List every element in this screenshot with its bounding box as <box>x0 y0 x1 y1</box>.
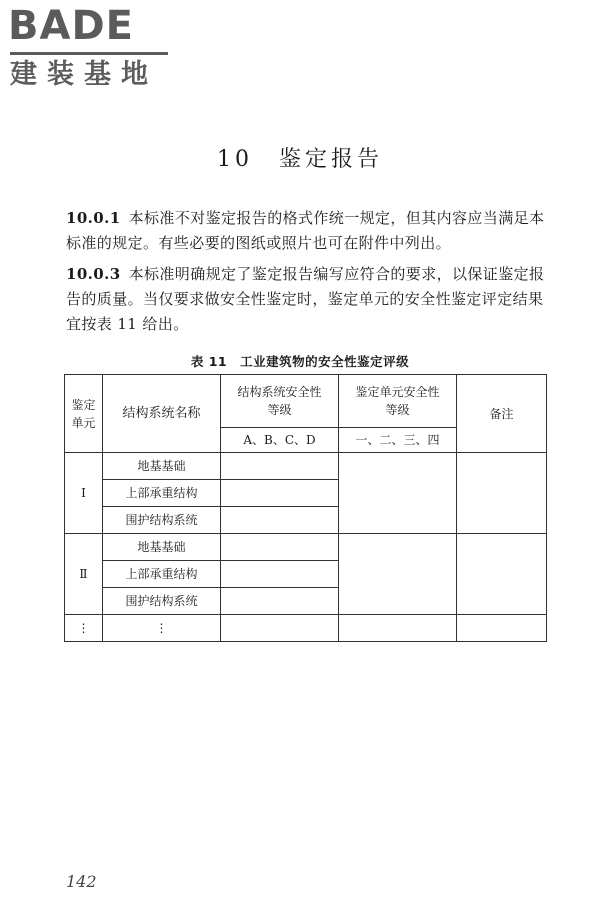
system-grade-cell <box>221 561 339 588</box>
ellipsis-cell: ⋮ <box>65 615 103 642</box>
system-grade-cell <box>221 588 339 615</box>
table-caption: 表 11 工业建筑物的安全性鉴定评级 <box>190 354 410 369</box>
safety-rating-table <box>64 374 547 642</box>
clause-10-0-3 <box>66 262 552 337</box>
header-system-grade: 结构系统安全性等级 <box>221 375 339 428</box>
unit-grade-cell <box>339 453 457 534</box>
logo-divider <box>10 52 168 55</box>
ellipsis-cell: ⋮ <box>103 615 221 642</box>
remarks-cell <box>457 453 547 534</box>
system-grade-cell <box>221 480 339 507</box>
system-name-cell: 上部承重结构 <box>103 561 221 588</box>
header-unit: 鉴定单元 <box>65 375 103 453</box>
system-grade-cell <box>221 507 339 534</box>
logo-subtitle: 建装基地 <box>10 59 158 90</box>
clause-10-0-1 <box>66 206 552 256</box>
header-system-grade-values: A、B、C、D <box>221 428 339 453</box>
system-grade-cell <box>221 534 339 561</box>
unit-label: Ⅰ <box>65 453 103 534</box>
clause-number: 10.0.3 <box>66 265 121 283</box>
empty-cell <box>457 615 547 642</box>
empty-cell <box>221 615 339 642</box>
header-unit-grade: 鉴定单元安全性等级 <box>339 375 457 428</box>
system-name-cell: 地基基础 <box>103 453 221 480</box>
clause-text: 本标准明确规定了鉴定报告编写应符合的要求，以保证鉴定报告的质量。当仅要求做安全性鉴定时，鉴定单元的安全性鉴定评定结果宜按表 11 给出。 <box>66 265 545 333</box>
system-name-cell: 上部承重结构 <box>103 480 221 507</box>
unit-label: Ⅱ <box>65 534 103 615</box>
chapter-title: 10 鉴定报告 <box>217 147 383 172</box>
remarks-cell <box>457 534 547 615</box>
system-grade-cell <box>221 453 339 480</box>
bade-logo <box>8 4 178 92</box>
system-name-cell: 地基基础 <box>103 534 221 561</box>
system-name-cell: 围护结构系统 <box>103 507 221 534</box>
header-unit-grade-values: 一、二、三、四 <box>339 428 457 453</box>
system-name-cell: 围护结构系统 <box>103 588 221 615</box>
header-remarks: 备注 <box>457 375 547 453</box>
clause-text: 本标准不对鉴定报告的格式作统一规定，但其内容应当满足本标准的规定。有些必要的图纸或照片也可在附件中列出。 <box>66 209 545 252</box>
empty-cell <box>339 615 457 642</box>
clause-number: 10.0.1 <box>66 209 121 227</box>
header-system-name: 结构系统名称 <box>103 375 221 453</box>
page-number: 142 <box>66 872 97 891</box>
unit-grade-cell <box>339 534 457 615</box>
logo-wordmark: BADE <box>8 3 134 49</box>
